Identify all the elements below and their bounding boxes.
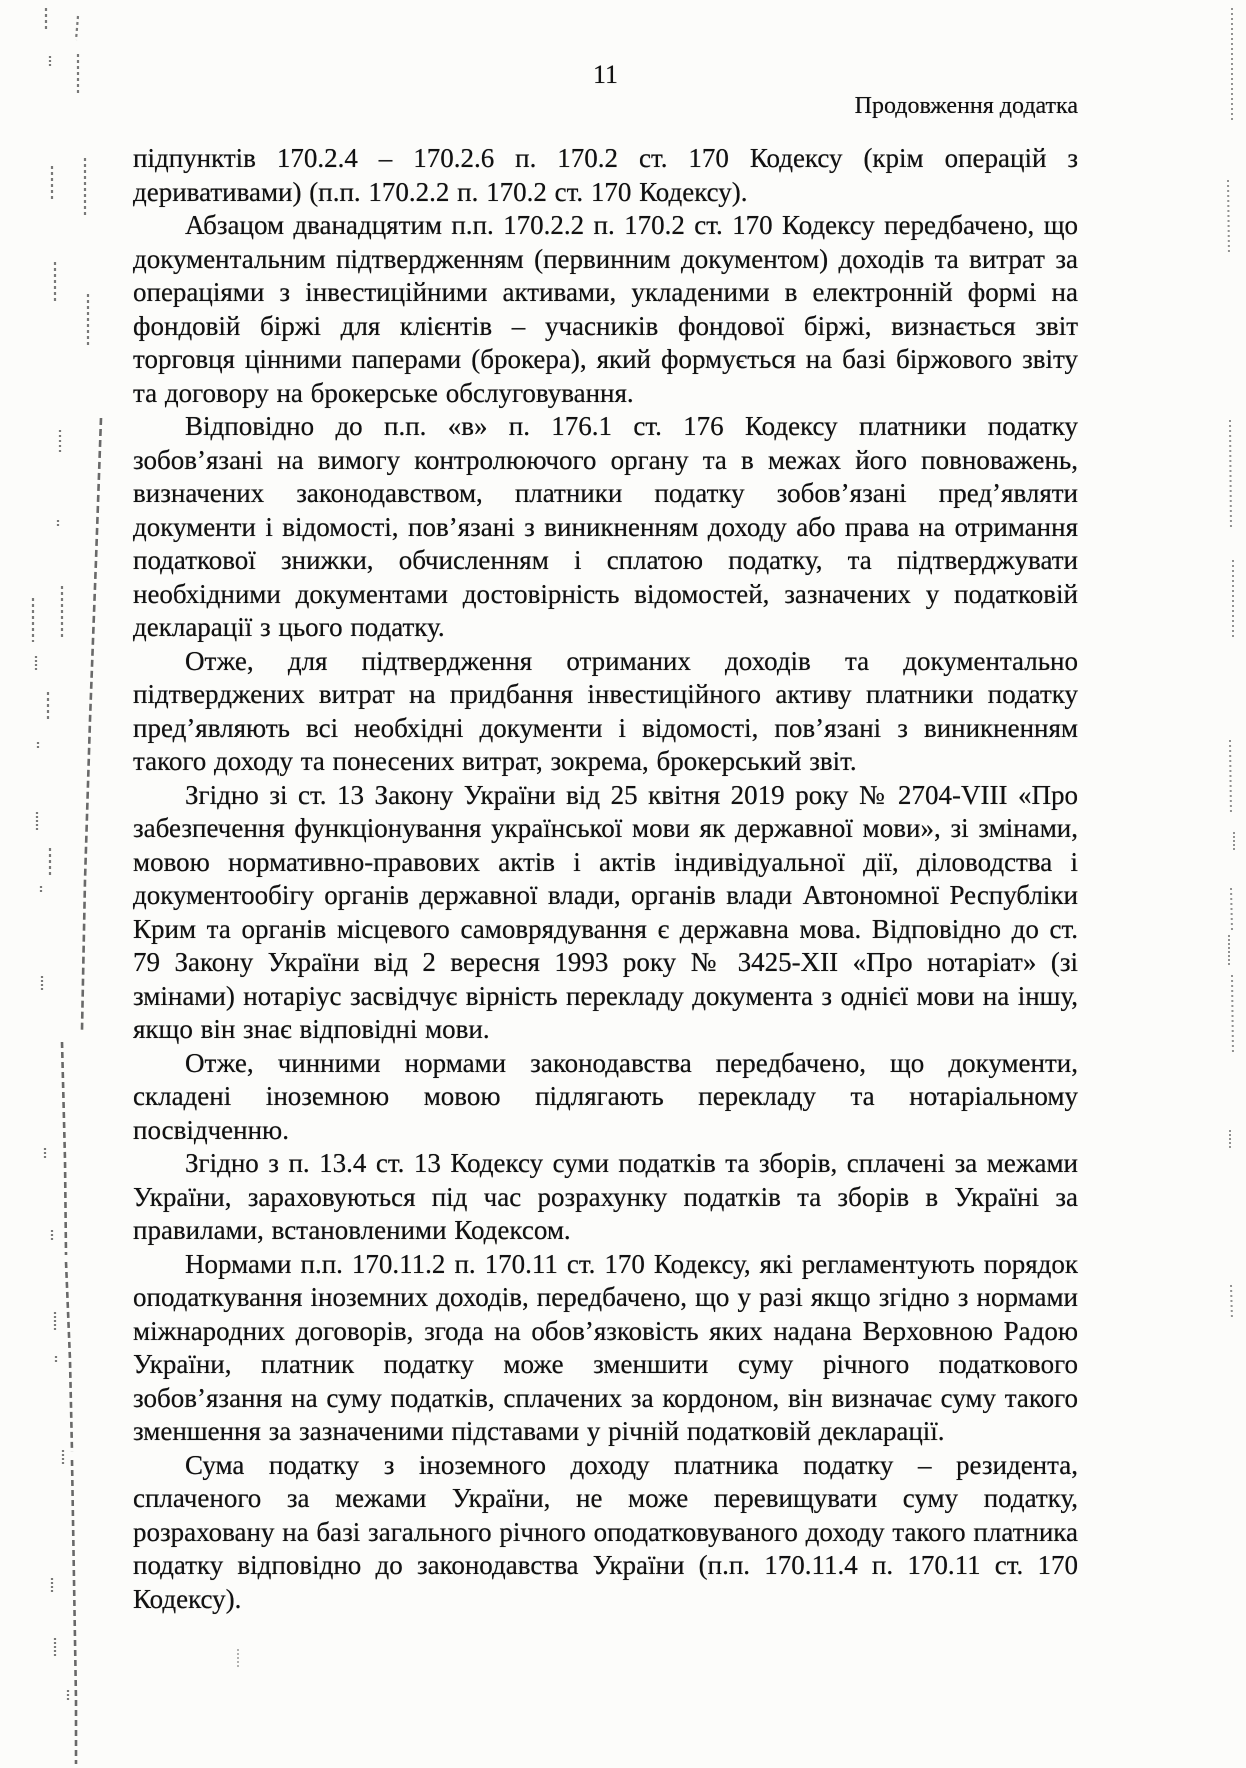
- paragraph: Сума податку з іноземного доходу платника податку – резидента, сплаченого за межами України, не може перевищувати суму податку, розраховану на базі загального річного оподатковуваного доходу такого платника податку відповідно до законодавства України (п.п. 170.11.4 п. 170.11 ст. 170 Кодексу).: [133, 1449, 1078, 1614]
- paragraph: підпунктів 170.2.4 – 170.2.6 п. 170.2 ст. 170 Кодексу (крім операцій з деривативами) (п.п. 170.2.2 п. 170.2 ст. 170 Кодексу).: [133, 143, 1078, 207]
- right-margin-scan-artifact: [1206, 0, 1246, 1768]
- page-number: 11: [592, 60, 619, 89]
- continuation-note: Продовження додатка: [854, 93, 1078, 119]
- paragraph: Відповідно до п.п. «в» п. 176.1 ст. 176 Кодексу платники податку зобов’язані на вимогу контролюючого органу та в межах його повноважень, визначених законодавством, платники податку зобов’язані пред’являти документи і відомості, пов’язані з виникненням доходу або права на отримання податкової знижки, обчисленням і сплатою податку, та підтверджувати необхідними документами достовірність відомостей, зазначених у податковій декларації з цього податку.: [133, 411, 1078, 642]
- paragraph: Абзацом дванадцятим п.п. 170.2.2 п. 170.2 ст. 170 Кодексу передбачено, що документальним підтвердженням (первинним документом) доходів та витрат за операціями з інвестиційними активами, укладеними в електронній формі на фондовій біржі для клієнтів – учасників фондової біржі, визнається звіт торговця цінними паперами (брокера), який формується на базі біржового звіту та договору на брокерське обслуговування.: [133, 210, 1078, 408]
- paragraph: Згідно зі ст. 13 Закону України від 25 квітня 2019 року № 2704-VIII «Про забезпечення функціонування української мови як державної мови», зі змінами, мовою нормативно-правових актів і актів індивідуальної дії, діловодства і документообігу органів державної влади, органів влади Автономної Республіки Крим та органів місцевого самоврядування є державна мова. Відповідно до ст. 79 Закону України від 2 вересня 1993 року № 3425-XII «Про нотаріат» (зі змінами) нотаріус засвідчує вірність перекладу документа з однієї мови на іншу, якщо він знає відповідні мови.: [133, 779, 1078, 1044]
- paragraph: Нормами п.п. 170.11.2 п. 170.11 ст. 170 Кодексу, які регламентують порядок оподаткування іноземних доходів, передбачено, що у разі якщо згідно з нормами міжнародних договорів, згода на обов’язковість яких надана Верховною Радою України, платник податку може зменшити суму річного податкового зобов’язання на суму податків, сплачених за кордоном, він визначає суму такого зменшення за зазначеними підставами у річній податковій декларації.: [133, 1248, 1078, 1446]
- paragraph: Отже, для підтвердження отриманих доходів та документально підтверджених витрат на придбання інвестиційного активу платники податку пред’являють всі необхідні документи і відомості, пов’язані з виникненням такого доходу та понесених витрат, зокрема, брокерський звіт.: [133, 645, 1078, 776]
- paragraph: Згідно з п. 13.4 ст. 13 Кодексу суми податків та зборів, сплачені за межами України, зараховуються під час розрахунку податків та зборів в Україні за правилами, встановленими Кодексом.: [133, 1148, 1078, 1245]
- left-margin-scan-artifact: [0, 0, 120, 1768]
- document-body: [133, 142, 1078, 1616]
- stray-mark-scan-artifact: [230, 1645, 246, 1675]
- paragraph: Отже, чинними нормами законодавства передбачено, що документи, складені іноземною мовою підлягають перекладу та нотаріальному посвідченню.: [133, 1047, 1078, 1145]
